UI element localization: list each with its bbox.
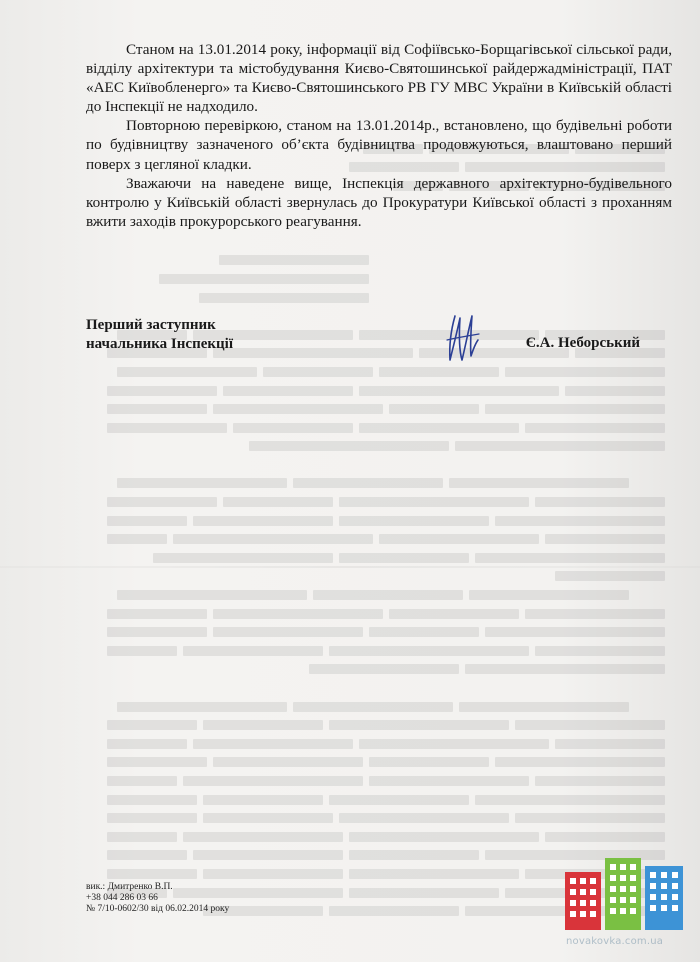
paper-fold-crease — [0, 566, 700, 568]
paragraph-3: Зважаючи на наведене вище, Інспекція державного архітектурно-будівельного контролю у Київській області звернулась до Прокуратури Київської області з проханням вжити заходів прокурорського реагування. — [86, 174, 672, 230]
handwritten-signature — [441, 310, 481, 366]
site-watermark: novakovka.com.ua — [566, 936, 664, 947]
signatory-title-line-2: начальника Інспекції — [86, 336, 233, 352]
signatory-name: Є.А. Неборський — [525, 335, 640, 351]
paragraph-1: Станом на 13.01.2014 року, інформації від Софіївсько-Борщагівської сільської ради, відділу архітектури та містобудування Києво-Святошинської райдержадміністрації, ПАТ «АЕС Київобленерго» та Києво-Святошинського РВ ГУ МВС України в Київській області до Інспекції не надходило. — [86, 41, 672, 116]
executor-name: вик.: Дмитренко В.П. — [86, 882, 173, 892]
executor-footer — [86, 882, 229, 915]
executor-phone: +38 044 286 03 66 — [86, 893, 158, 903]
site-logo-icon — [563, 858, 685, 930]
signatory-title-line-1: Перший заступник — [86, 317, 216, 333]
signature-block — [86, 316, 672, 366]
signatory-title — [86, 316, 233, 354]
letter-body — [86, 40, 672, 231]
paragraph-2: Повторною перевіркою, станом на 13.01.2014р., встановлено, що будівельні роботи по будівництву зазначеного об’єкта будівництва продовжуються, влаштовано перший поверх з цегляної кладки. — [86, 117, 672, 173]
document-reference: № 7/10-0602/30 від 06.02.2014 року — [86, 904, 230, 914]
bleed-through-text — [85, 140, 665, 921]
